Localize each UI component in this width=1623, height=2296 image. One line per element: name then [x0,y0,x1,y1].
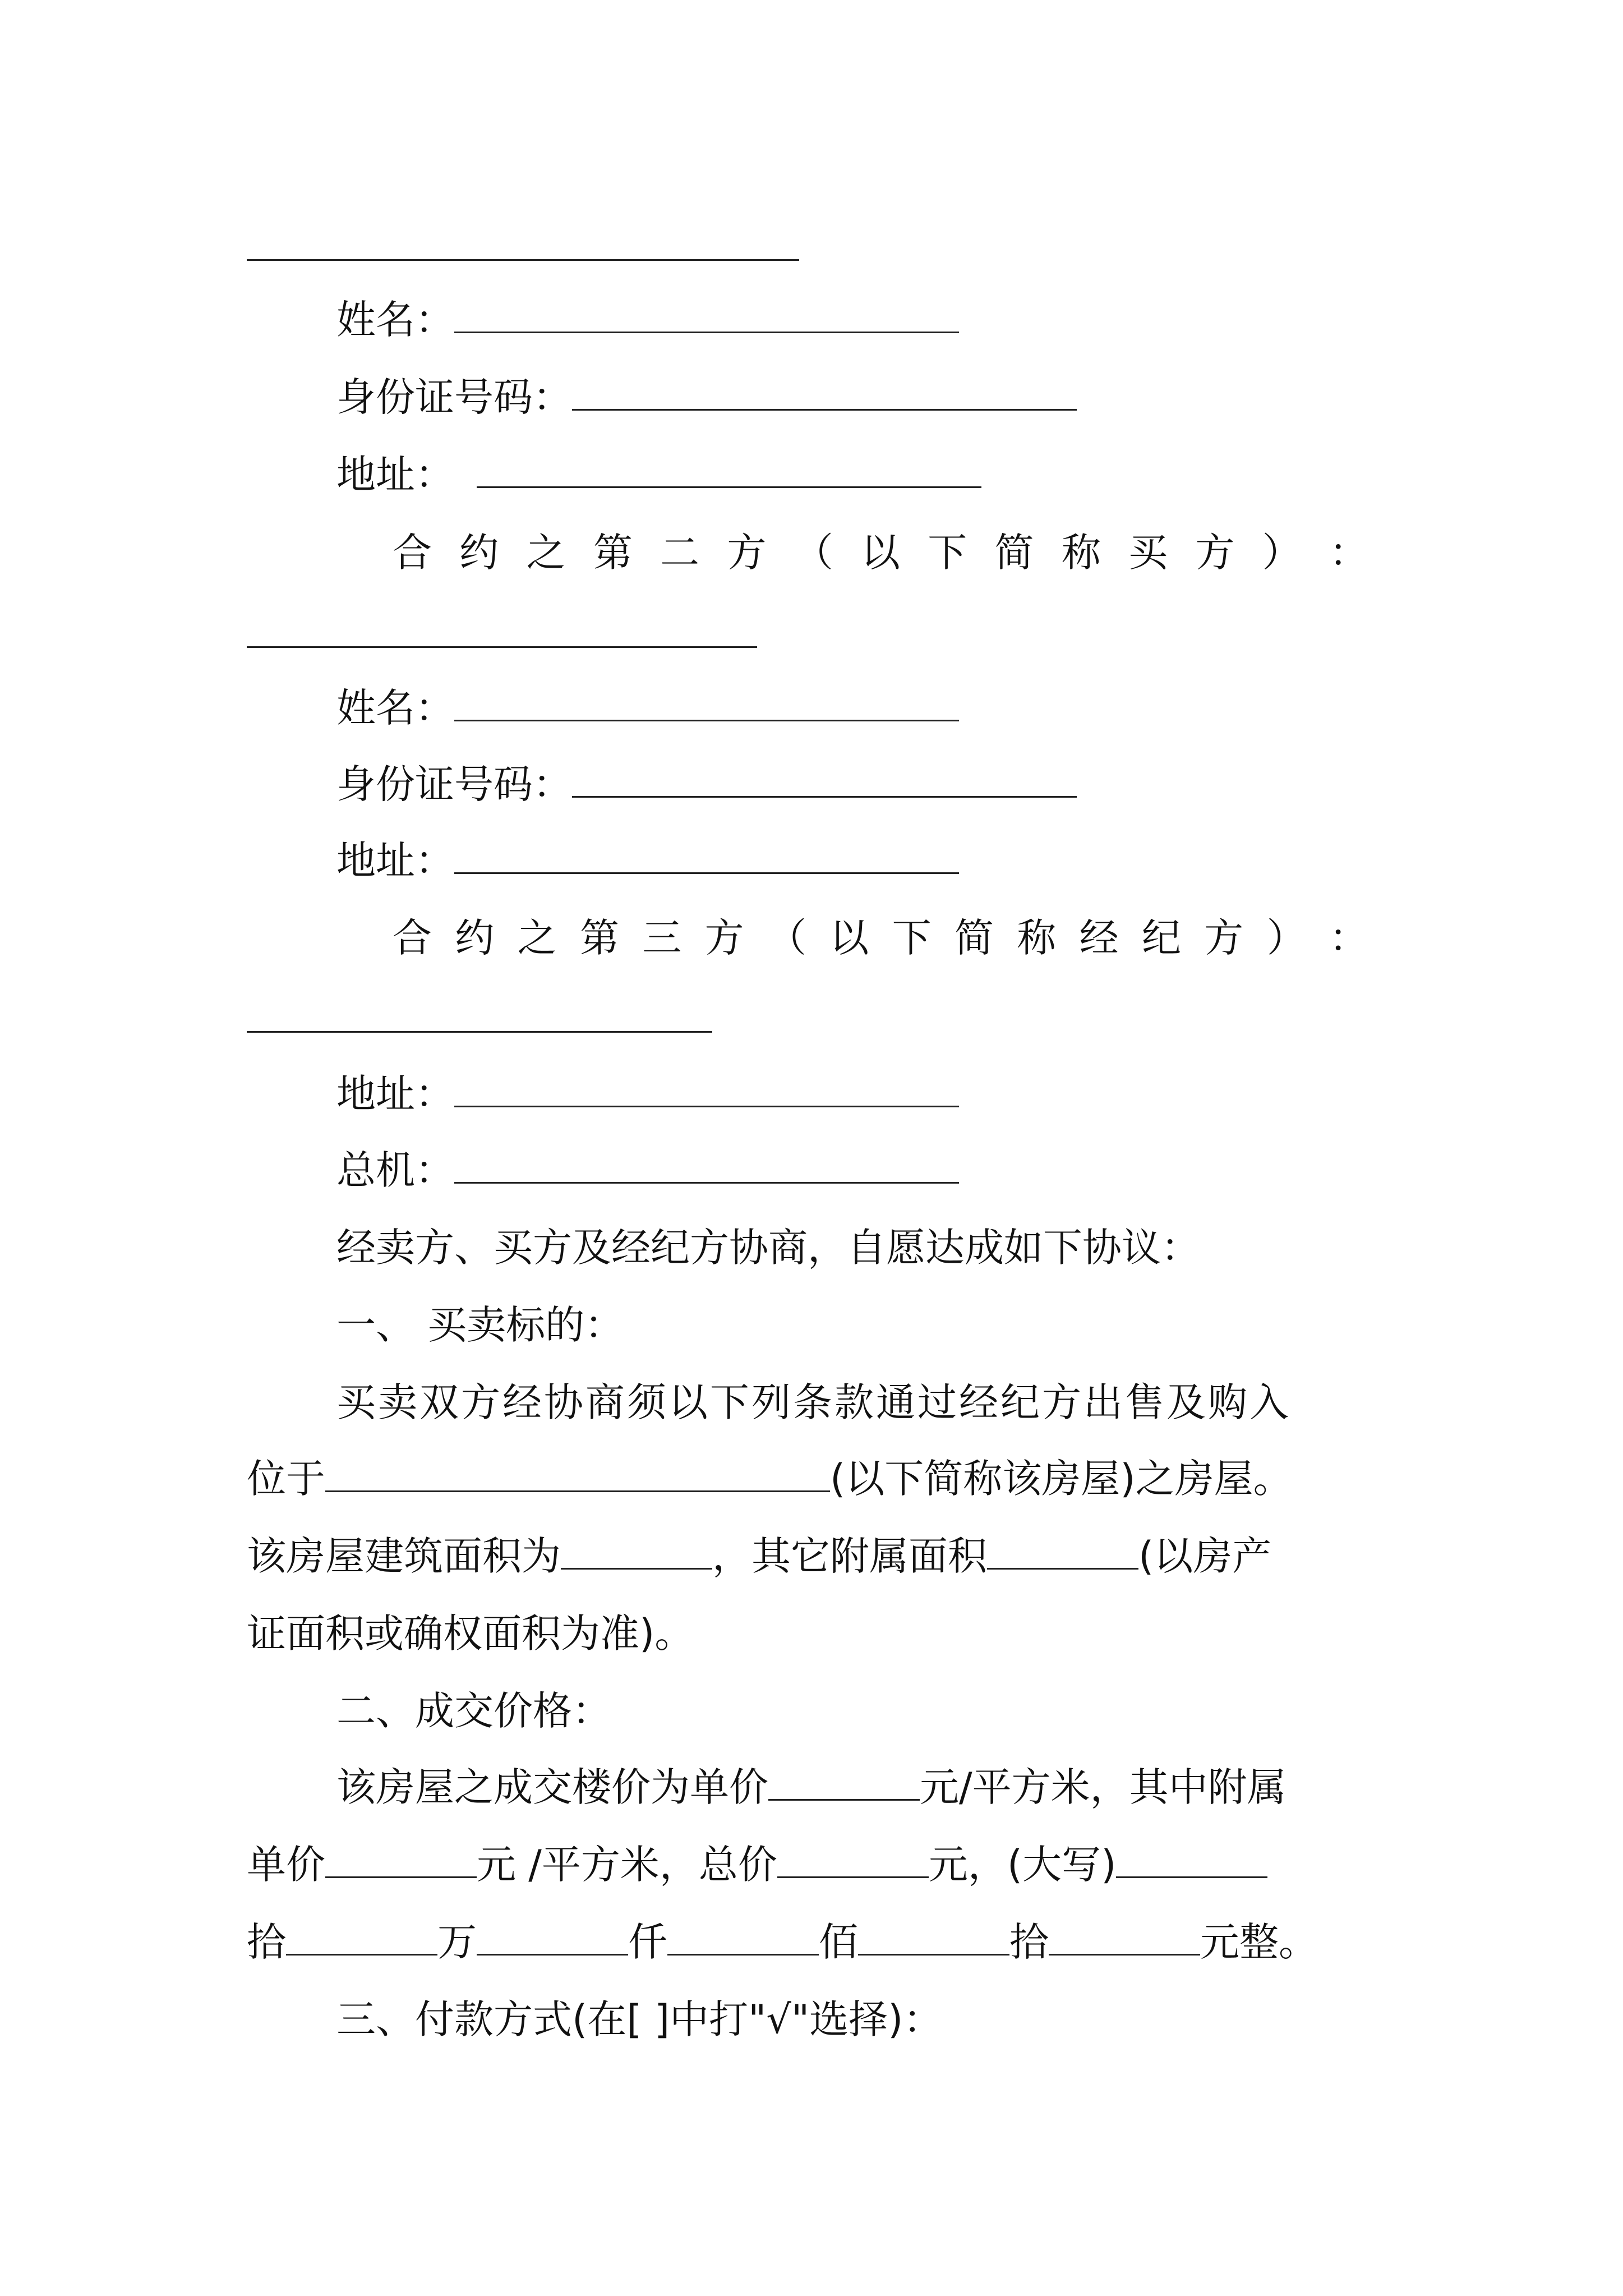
ancillary-unit-price-blank[interactable] [325,1844,477,1878]
section1-line4: 证面积或确权面积为准)。 [247,1611,694,1657]
buyer-name-label: 姓名： [336,685,454,731]
heading-char: 以 [829,915,869,961]
buyer-id-blank[interactable] [572,763,1077,798]
heading-char: ： [1329,530,1368,576]
heading-char: （ [767,915,806,961]
seller-id-blank[interactable] [572,376,1077,411]
property-location-blank[interactable] [325,1458,830,1492]
section1-line1: 买卖双方经协商须以下列条款通过经纪方出售及购入 [336,1379,1291,1425]
amount-yuan-label: 元整。 [1200,1919,1318,1965]
heading-char: 称 [1017,915,1057,961]
section1-line3 [247,1534,1271,1579]
section1-line2-a: 位于 [247,1456,325,1502]
buyer-address-row [336,838,959,883]
intro-text: 经卖方、买方及经纪方协商，自愿达成如下协议： [336,1225,1200,1271]
section2-line2-b: 元 /平方米，总价 [477,1842,777,1888]
heading-char: ） [1266,915,1306,961]
heading-char: 简 [994,530,1034,576]
heading-char: （ [794,530,833,576]
heading-char: 三 [642,915,682,961]
amount-thousand-label: 仟 [628,1919,667,1965]
ancillary-area-blank[interactable] [987,1535,1138,1570]
section1-line3-a: 该房屋建筑面积为 [247,1533,561,1579]
section2-line2 [247,1842,1267,1887]
heading-char: 称 [1061,530,1101,576]
total-price-blank[interactable] [777,1844,929,1878]
buyer-name-blank-line[interactable] [454,687,959,721]
agent-address-blank[interactable] [454,1073,959,1107]
amount-blank[interactable] [667,1921,819,1955]
section1-line2-b: (以下简称该房屋)之房屋。 [830,1456,1293,1502]
heading-char: 方 [704,915,744,961]
heading-char: 买 [1128,530,1168,576]
amount-blank[interactable] [1049,1921,1200,1955]
unit-price-blank[interactable] [768,1766,920,1801]
seller-address-label: 地址： [336,452,454,498]
heading-char: 方 [1204,915,1244,961]
building-area-blank[interactable] [561,1535,712,1570]
heading-char: 之 [517,915,557,961]
section2-line1-a: 该房屋之成交楼价为单价 [336,1764,768,1810]
heading-char: 方 [727,530,767,576]
heading-char: 方 [1195,530,1235,576]
heading-char: 以 [860,530,900,576]
agent-phone-label: 总机： [336,1147,454,1193]
agent-name-blank[interactable] [247,1031,712,1033]
heading-char: 经 [1079,915,1119,961]
amount-ten-label: 拾 [1009,1919,1049,1965]
heading-char: 约 [455,915,495,961]
section2-line1 [336,1765,1287,1810]
agent-address-label: 地址： [336,1071,454,1117]
seller-id-label: 身份证号码： [336,374,572,420]
agent-phone-blank[interactable] [454,1149,959,1184]
seller-address-blank[interactable] [477,454,981,488]
section2-line1-b: 元/平方米，其中附属 [920,1764,1287,1810]
section1-title: 一、 买卖标的： [336,1302,624,1348]
seller-name-blank[interactable] [454,299,959,333]
buyer-heading [393,530,1368,575]
heading-char: ） [1262,530,1302,576]
amount-blank[interactable] [477,1921,628,1955]
heading-char: 纪 [1141,915,1181,961]
seller-name-label: 姓名： [336,297,454,343]
amount-blank[interactable] [858,1921,1009,1955]
heading-char: 下 [892,915,932,961]
heading-char: 第 [593,530,633,576]
amount-ten-million-label: 拾 [247,1919,286,1965]
agent-phone-row [336,1148,959,1193]
seller-name-row [336,297,959,342]
section3-title: 三、付款方式(在[ ]中打"√"选择)： [336,1996,943,2042]
heading-char: 简 [954,915,994,961]
heading-char: 合 [393,915,432,961]
buyer-name-blank[interactable] [247,646,757,648]
buyer-name-row [336,685,959,730]
buyer-address-blank[interactable] [454,840,959,874]
amount-ten-thousand-label: 万 [437,1919,477,1965]
heading-char: 下 [928,530,967,576]
section2-line3 [247,1920,1318,1964]
party-name-blank[interactable] [247,259,799,261]
buyer-id-label: 身份证号码： [336,761,572,807]
section1-line3-b: ，其它附属面积 [712,1533,987,1579]
section1-line3-c: (以房产 [1138,1533,1272,1579]
buyer-address-label: 地址： [336,838,454,884]
seller-id-row [336,375,1077,420]
agent-heading [393,915,1368,960]
buyer-id-row [336,762,1077,807]
agent-address-row [336,1071,959,1116]
heading-char: 约 [459,530,499,576]
heading-char: 第 [579,915,619,961]
seller-address-row [336,452,981,497]
section2-title: 二、成交价格： [336,1688,611,1734]
section1-line2 [247,1456,1293,1501]
heading-char: ： [1329,915,1368,961]
amount-blank[interactable] [286,1921,437,1955]
section2-line2-c: 元，(大写) [928,1842,1117,1888]
amount-words-blank[interactable] [1116,1844,1267,1878]
heading-char: 合 [393,530,432,576]
section2-line2-a: 单价 [247,1842,325,1888]
heading-char: 二 [660,530,700,576]
amount-hundred-label: 佰 [819,1919,858,1965]
heading-char: 之 [526,530,566,576]
